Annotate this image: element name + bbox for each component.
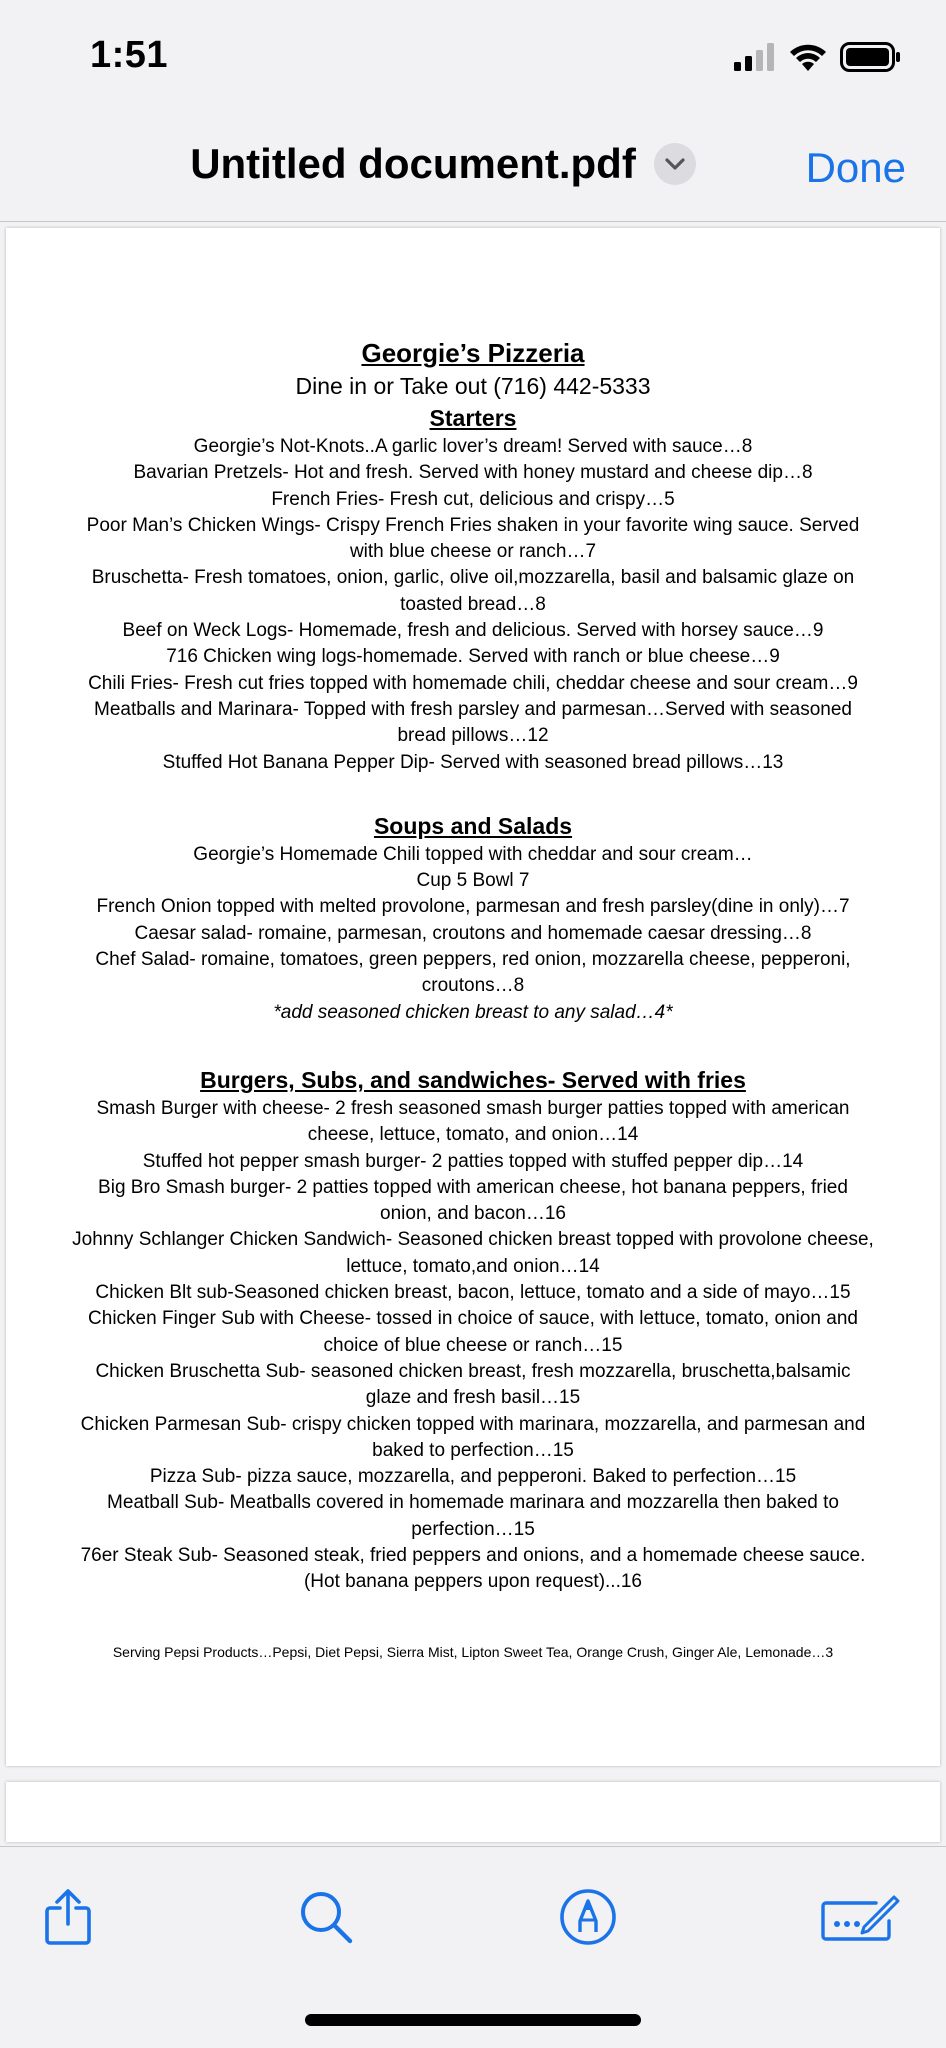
menu-item: perfection…15 bbox=[411, 1518, 535, 1540]
menu-item: Poor Man’s Chicken Wings- Crispy French Fries shaken in your favorite wing sauce. Served bbox=[86, 514, 860, 536]
cellular-signal-icon bbox=[734, 43, 776, 71]
menu-item: glaze and fresh basil…15 bbox=[365, 1387, 581, 1409]
title-group[interactable] bbox=[0, 140, 946, 188]
section-heading-soups-salads: Soups and Salads bbox=[373, 812, 573, 839]
menu-item: Georgie’s Homemade Chili topped with cheddar and sour cream… bbox=[193, 843, 753, 865]
menu-item: onion, and bacon…16 bbox=[380, 1203, 566, 1225]
menu-content bbox=[36, 336, 910, 1662]
chevron-down-icon bbox=[664, 157, 686, 171]
share-button[interactable] bbox=[38, 1887, 98, 1947]
menu-item: lettuce, tomato,and onion…14 bbox=[346, 1255, 600, 1277]
section-spacer bbox=[36, 1026, 910, 1064]
status-bar bbox=[0, 0, 946, 110]
menu-item: choice of blue cheese or ranch…15 bbox=[323, 1334, 623, 1356]
menu-item: Chicken Blt sub-Seasoned chicken breast, bacon, lettuce, tomato and a side of mayo…15 bbox=[95, 1282, 851, 1304]
menu-item: Chicken Bruschetta Sub- seasoned chicken breast, fresh mozzarella, bruschetta,balsamic bbox=[95, 1360, 851, 1382]
done-button[interactable]: Done bbox=[805, 144, 906, 191]
menu-item: Meatballs and Marinara- Topped with fresh parsley and parmesan…Served with seasoned bbox=[94, 698, 852, 720]
wifi-icon bbox=[788, 42, 828, 72]
menu-item: Johnny Schlanger Chicken Sandwich- Seasoned chicken breast topped with provolone cheese, bbox=[72, 1229, 874, 1251]
section-spacer bbox=[36, 776, 910, 810]
menu-item: bread pillows…12 bbox=[397, 725, 549, 747]
menu-item: Chicken Parmesan Sub- crispy chicken topped with marinara, mozzarella, and parmesan and bbox=[80, 1413, 866, 1435]
menu-item: (Hot banana peppers upon request)...16 bbox=[303, 1571, 642, 1593]
menu-item: Caesar salad- romaine, parmesan, croutons and homemade caesar dressing…8 bbox=[134, 922, 812, 944]
restaurant-subtitle: Dine in or Take out (716) 442-5333 bbox=[295, 373, 651, 399]
menu-item: Chicken Finger Sub with Cheese- tossed in choice of sauce, with lettuce, tomato, onion and bbox=[88, 1308, 858, 1330]
menu-item: croutons…8 bbox=[421, 975, 525, 997]
menu-item: with blue cheese or ranch…7 bbox=[349, 541, 597, 563]
menu-item: French Onion topped with melted provolone, parmesan and fresh parsley(dine in only)…7 bbox=[96, 896, 850, 918]
share-icon bbox=[42, 1888, 94, 1946]
search-button[interactable] bbox=[296, 1887, 356, 1947]
search-icon bbox=[298, 1889, 354, 1945]
markup-icon bbox=[559, 1888, 617, 1946]
menu-item: Chef Salad- romaine, tomatoes, green peppers, red onion, mozzarella cheese, pepperoni, bbox=[95, 949, 851, 971]
restaurant-name: Georgie’s Pizzeria bbox=[361, 338, 585, 368]
markup-button[interactable] bbox=[558, 1887, 618, 1947]
menu-item: Chili Fries- Fresh cut fries topped with homemade chili, cheddar cheese and sour cream…9 bbox=[88, 672, 858, 694]
menu-item-note: *add seasoned chicken breast to any salad…4* bbox=[273, 1001, 673, 1023]
menu-item: French Fries- Fresh cut, delicious and crispy…5 bbox=[271, 488, 675, 510]
menu-item: Cup 5 Bowl 7 bbox=[416, 870, 530, 892]
menu-item: Beef on Weck Logs- Homemade, fresh and delicious. Served with horsey sauce…9 bbox=[122, 620, 824, 642]
status-icons bbox=[734, 42, 902, 72]
section-heading-burgers-subs: Burgers, Subs, and sandwiches- Served with fries bbox=[200, 1066, 746, 1093]
menu-item: Meatball Sub- Meatballs covered in homemade marinara and mozzarella then baked to bbox=[107, 1492, 839, 1514]
menu-item: Smash Burger with cheese- 2 fresh seasoned smash burger patties topped with american bbox=[96, 1097, 850, 1119]
title-menu-button[interactable] bbox=[654, 143, 696, 185]
menu-item: Big Bro Smash burger- 2 patties topped with american cheese, hot banana peppers, fried bbox=[98, 1176, 848, 1198]
menu-item: Stuffed hot pepper smash burger- 2 patties topped with stuffed pepper dip…14 bbox=[142, 1150, 804, 1172]
menu-item: Bavarian Pretzels- Hot and fresh. Served with honey mustard and cheese dip…8 bbox=[133, 462, 813, 484]
menu-item: Georgie’s Not-Knots..A garlic lover’s dream! Served with sauce…8 bbox=[193, 436, 753, 457]
menu-item: Bruschetta- Fresh tomatoes, onion, garlic, olive oil,mozzarella, basil and balsamic glaze on bbox=[91, 567, 855, 589]
menu-item: 76er Steak Sub- Seasoned steak, fried peppers and onions, and a homemade cheese sauce. bbox=[80, 1544, 866, 1566]
menu-item: cheese, lettuce, tomato, and onion…14 bbox=[307, 1124, 639, 1146]
document-nav-bar bbox=[0, 110, 946, 222]
menu-item: Stuffed Hot Banana Pepper Dip- Served with seasoned bread pillows…13 bbox=[162, 751, 784, 773]
home-indicator[interactable] bbox=[305, 2014, 641, 2026]
section-heading-starters: Starters bbox=[429, 405, 517, 431]
menu-item: 716 Chicken wing logs-homemade. Served with ranch or blue cheese…9 bbox=[166, 646, 780, 668]
document-title[interactable]: Untitled document.pdf bbox=[190, 140, 636, 187]
battery-icon bbox=[840, 42, 902, 72]
menu-item: Pizza Sub- pizza sauce, mozzarella, and pepperoni. Baked to perfection…15 bbox=[149, 1466, 797, 1488]
status-time: 1:51 bbox=[90, 34, 169, 76]
signature-icon bbox=[820, 1891, 900, 1943]
signature-button[interactable] bbox=[820, 1887, 900, 1947]
menu-item: baked to perfection…15 bbox=[372, 1439, 574, 1461]
beverage-note: Serving Pepsi Products…Pepsi, Diet Pepsi, Sierra Mist, Lipton Sweet Tea, Orange Crush, Ginger Ale, Lemonade…3 bbox=[112, 1643, 834, 1660]
pdf-page-2[interactable] bbox=[6, 1782, 940, 1842]
menu-item: toasted bread…8 bbox=[400, 593, 546, 615]
pdf-page-1[interactable] bbox=[6, 228, 940, 1766]
